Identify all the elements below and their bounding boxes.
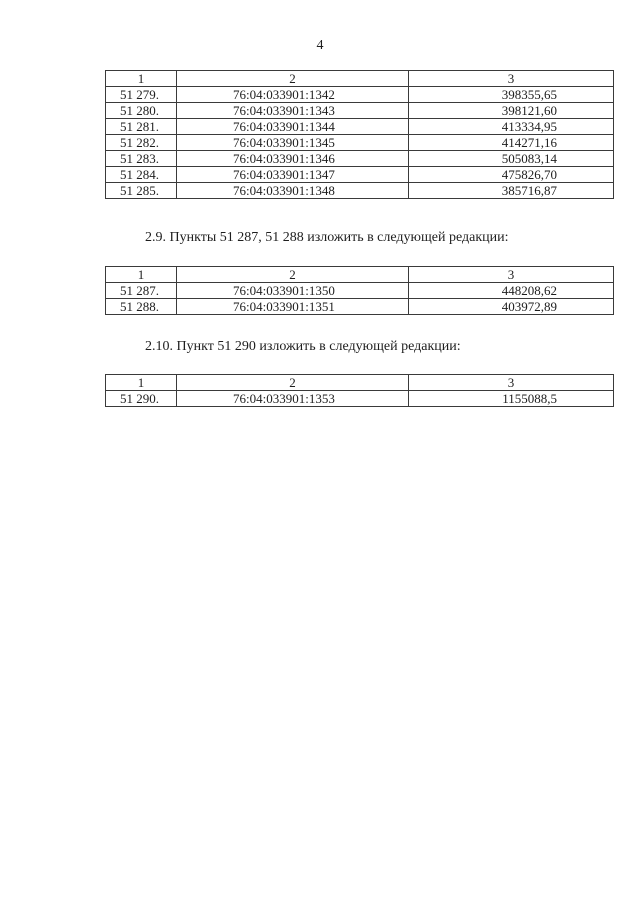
item-number-cell: 51 287.: [106, 283, 177, 299]
value-cell: 448208,62: [409, 283, 614, 299]
header-cell: 1: [106, 267, 177, 283]
table-row: [106, 135, 614, 151]
header-cell: 1: [106, 71, 177, 87]
value-cell: 505083,14: [409, 151, 614, 167]
table-header-row: [106, 71, 614, 87]
header-cell: 3: [409, 375, 614, 391]
table-row: [106, 87, 614, 103]
amendment-table-2: [105, 266, 614, 315]
value-cell: 403972,89: [409, 299, 614, 315]
item-number-cell: 51 281.: [106, 119, 177, 135]
cadastral-number-cell: 76:04:033901:1351: [177, 299, 409, 315]
item-number-cell: 51 290.: [106, 391, 177, 407]
item-number-cell: 51 280.: [106, 103, 177, 119]
cadastral-number-cell: 76:04:033901:1342: [177, 87, 409, 103]
value-cell: 475826,70: [409, 167, 614, 183]
item-number-cell: 51 283.: [106, 151, 177, 167]
cadastral-number-cell: 76:04:033901:1350: [177, 283, 409, 299]
amendment-table-1: [105, 70, 614, 199]
header-cell: 3: [409, 267, 614, 283]
item-number-cell: 51 288.: [106, 299, 177, 315]
table-header-row: [106, 267, 614, 283]
value-cell: 398355,65: [409, 87, 614, 103]
table-row: [106, 119, 614, 135]
table-header-row: [106, 375, 614, 391]
item-number-cell: 51 279.: [106, 87, 177, 103]
header-cell: 3: [409, 71, 614, 87]
value-cell: 398121,60: [409, 103, 614, 119]
table-row: [106, 151, 614, 167]
table-row: [106, 299, 614, 315]
table-row: [106, 391, 614, 407]
cadastral-number-cell: 76:04:033901:1347: [177, 167, 409, 183]
paragraph-2-9: 2.9. Пункты 51 287, 51 288 изложить в следующей редакции:: [145, 230, 509, 245]
paragraph-2-10: 2.10. Пункт 51 290 изложить в следующей редакции:: [145, 339, 461, 354]
page-number: 4: [316, 38, 324, 53]
value-cell: 385716,87: [409, 183, 614, 199]
table-row: [106, 103, 614, 119]
value-cell: 414271,16: [409, 135, 614, 151]
cadastral-number-cell: 76:04:033901:1345: [177, 135, 409, 151]
header-cell: 2: [177, 375, 409, 391]
item-number-cell: 51 282.: [106, 135, 177, 151]
item-number-cell: 51 284.: [106, 167, 177, 183]
table-row: [106, 283, 614, 299]
value-cell: 1155088,5: [409, 391, 614, 407]
amendment-table-3: [105, 374, 614, 407]
item-number-cell: 51 285.: [106, 183, 177, 199]
header-cell: 2: [177, 71, 409, 87]
table-row: [106, 167, 614, 183]
cadastral-number-cell: 76:04:033901:1348: [177, 183, 409, 199]
cadastral-number-cell: 76:04:033901:1346: [177, 151, 409, 167]
value-cell: 413334,95: [409, 119, 614, 135]
cadastral-number-cell: 76:04:033901:1344: [177, 119, 409, 135]
cadastral-number-cell: 76:04:033901:1353: [177, 391, 409, 407]
cadastral-number-cell: 76:04:033901:1343: [177, 103, 409, 119]
header-cell: 2: [177, 267, 409, 283]
header-cell: 1: [106, 375, 177, 391]
table-row: [106, 183, 614, 199]
